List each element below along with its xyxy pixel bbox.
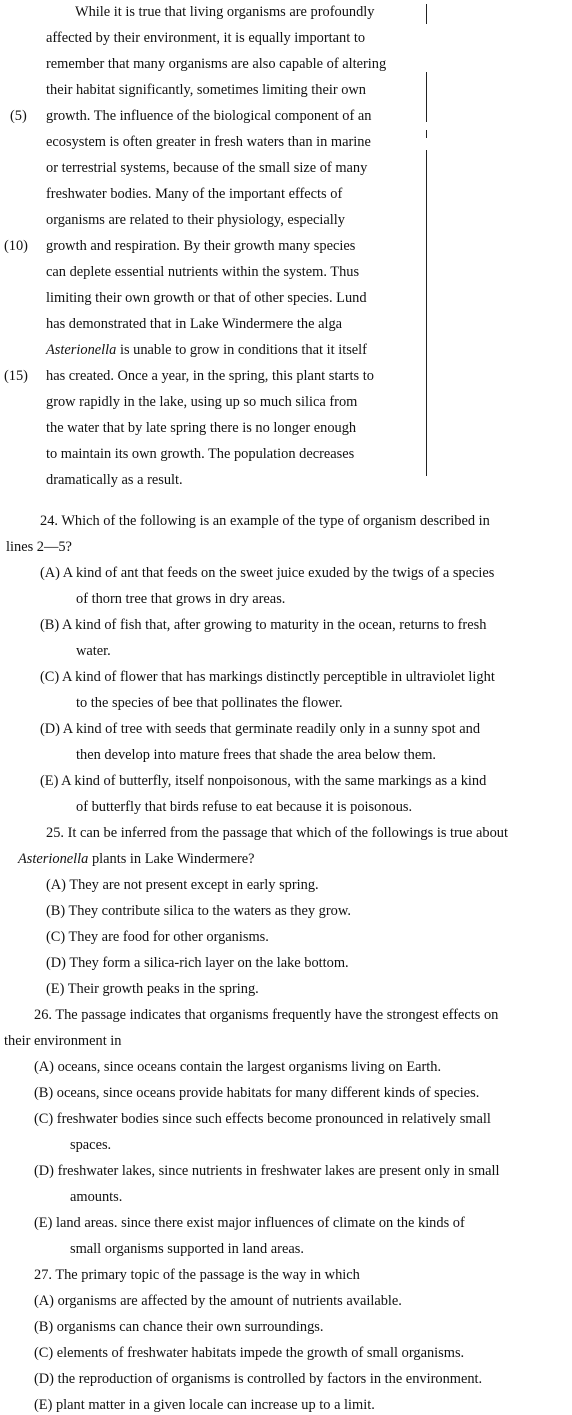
margin-rule <box>426 4 427 24</box>
question-stem: 27. The primary topic of the passage is the way in which <box>34 1267 360 1283</box>
answer-option-c[interactable]: (C) A kind of flower that has markings distinctly perceptible in ultraviolet light <box>40 669 495 685</box>
answer-option-b[interactable]: (B) They contribute silica to the waters as they grow. <box>46 903 351 919</box>
passage-line: organisms are related to their physiology, especially <box>46 212 345 228</box>
margin-rule <box>426 72 427 122</box>
passage-line: can deplete essential nutrients within the system. Thus <box>46 264 360 280</box>
question-stem: 25. It can be inferred from the passage that which of the followings is true about <box>46 825 508 841</box>
passage-line: has created. Once a year, in the spring, this plant starts to <box>46 368 374 384</box>
answer-option-d[interactable]: (D) the reproduction of organisms is controlled by factors in the environment. <box>34 1371 483 1387</box>
margin-rule <box>426 150 427 476</box>
answer-option-a-cont: of thorn tree that grows in dry areas. <box>76 591 286 607</box>
question-stem: 24. Which of the following is an example of the type of organism described in <box>40 513 490 529</box>
answer-option-d-cont: then develop into mature frees that shade the area below them. <box>76 747 437 763</box>
question-stem: their environment in <box>4 1033 122 1049</box>
passage-line: While it is true that living organisms are profoundly <box>75 4 375 20</box>
passage-line: ecosystem is often greater in fresh waters than in marine <box>46 134 371 150</box>
margin-rule <box>426 130 427 138</box>
line-number: (5) <box>10 108 27 124</box>
passage-line: their habitat significantly, sometimes limiting their own <box>46 82 367 98</box>
question-stem: 26. The passage indicates that organisms frequently have the strongest effects on <box>34 1007 499 1023</box>
passage-line: the water that by late spring there is no longer enough <box>46 420 357 436</box>
passage-line: limiting their own growth or that of other species. Lund <box>46 290 367 306</box>
answer-option-e[interactable]: (E) land areas. since there exist major influences of climate on the kinds of <box>34 1215 465 1231</box>
answer-option-a[interactable]: (A) A kind of ant that feeds on the sweet juice exuded by the twigs of a species <box>40 565 495 581</box>
passage-line: remember that many organisms are also capable of altering <box>46 56 387 72</box>
answer-option-c[interactable]: (C) freshwater bodies since such effects become pronounced in relatively small <box>34 1111 491 1127</box>
answer-option-e[interactable]: (E) plant matter in a given locale can increase up to a limit. <box>34 1397 375 1413</box>
answer-option-c-cont: to the species of bee that pollinates the flower. <box>76 695 343 711</box>
answer-option-b[interactable]: (B) A kind of fish that, after growing to maturity in the ocean, returns to fresh <box>40 617 487 633</box>
passage-line: or terrestrial systems, because of the small size of many <box>46 160 368 176</box>
passage-line: dramatically as a result. <box>46 472 183 488</box>
passage-line: growth and respiration. By their growth many species <box>46 238 356 254</box>
answer-option-c-cont: spaces. <box>70 1137 112 1153</box>
answer-option-b[interactable]: (B) oceans, since oceans provide habitats for many different kinds of species. <box>34 1085 480 1101</box>
answer-option-d[interactable]: (D) They form a silica-rich layer on the lake bottom. <box>46 955 349 971</box>
answer-option-b-cont: water. <box>76 643 111 659</box>
question-stem-italic-start: Asterionella plants in Lake Windermere? <box>18 851 255 867</box>
answer-option-e[interactable]: (E) A kind of butterfly, itself nonpoisonous, with the same markings as a kind <box>40 773 487 789</box>
passage-line: affected by their environment, it is equally important to <box>46 30 366 46</box>
answer-option-a[interactable]: (A) They are not present except in early spring. <box>46 877 319 893</box>
answer-option-d[interactable]: (D) A kind of tree with seeds that germinate readily only in a sunny spot and <box>40 721 481 737</box>
answer-option-d[interactable]: (D) freshwater lakes, since nutrients in freshwater lakes are present only in small <box>34 1163 500 1179</box>
passage-line: freshwater bodies. Many of the important effects of <box>46 186 343 202</box>
question-stem: lines 2—5? <box>6 539 72 555</box>
passage-line: growth. The influence of the biological component of an <box>46 108 372 124</box>
answer-option-e-cont: small organisms supported in land areas. <box>70 1241 304 1257</box>
answer-option-b[interactable]: (B) organisms can chance their own surroundings. <box>34 1319 324 1335</box>
answer-option-e[interactable]: (E) Their growth peaks in the spring. <box>46 981 259 997</box>
answer-option-a[interactable]: (A) organisms are affected by the amount of nutrients available. <box>34 1293 402 1309</box>
passage-line: has demonstrated that in Lake Windermere the alga <box>46 316 343 332</box>
answer-option-c[interactable]: (C) elements of freshwater habitats impede the growth of small organisms. <box>34 1345 465 1361</box>
answer-option-c[interactable]: (C) They are food for other organisms. <box>46 929 269 945</box>
answer-option-e-cont: of butterfly that birds refuse to eat because it is poisonous. <box>76 799 413 815</box>
answer-option-d-cont: amounts. <box>70 1189 123 1205</box>
answer-option-a[interactable]: (A) oceans, since oceans contain the largest organisms living on Earth. <box>34 1059 442 1075</box>
line-number: (10) <box>4 238 28 254</box>
line-number: (15) <box>4 368 28 384</box>
passage-line: grow rapidly in the lake, using up so much silica from <box>46 394 358 410</box>
passage-line-italic-start: Asterionella is unable to grow in conditions that it itself <box>46 342 367 358</box>
passage-line: to maintain its own growth. The population decreases <box>46 446 355 462</box>
